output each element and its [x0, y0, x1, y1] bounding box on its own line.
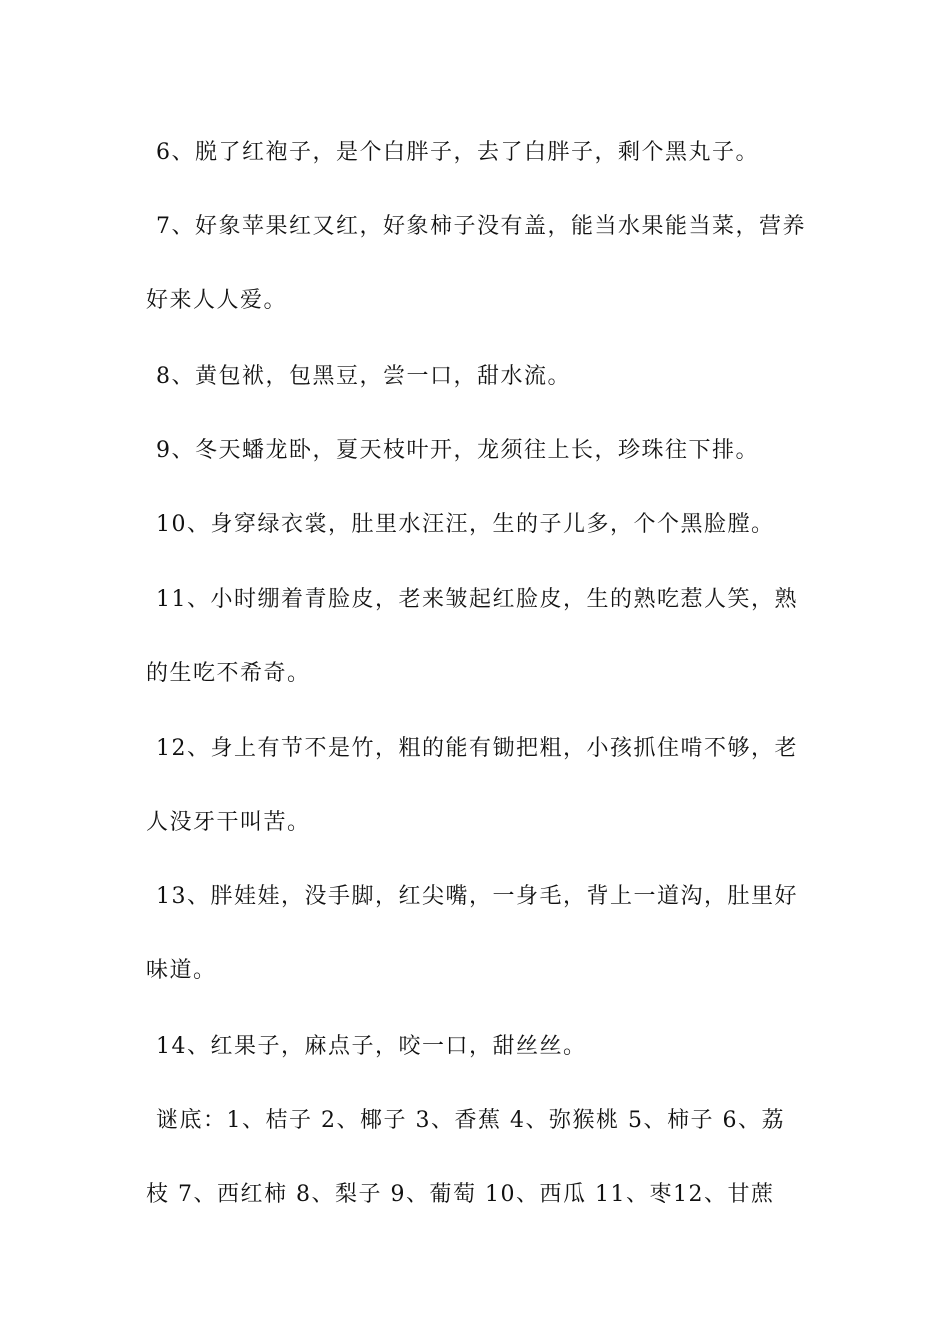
- riddle-11: 11、小时绷着青脸皮，老来皱起红脸皮，生的熟吃惹人笑，熟的生吃不希奇。: [146, 587, 798, 686]
- riddle-7: 7、好象苹果红又红，好象柿子没有盖，能当水果能当菜，营养好来人人爱。: [146, 214, 806, 313]
- riddle-10: 10、身穿绿衣裳，肚里水汪汪，生的子儿多，个个黑脸膛。: [156, 512, 775, 537]
- riddle-12: 12、身上有节不是竹，粗的能有锄把粗，小孩抓住啃不够，老人没牙干叫苦。: [146, 736, 798, 835]
- riddle-answers: 谜底：1、桔子 2、椰子 3、香蕉 4、弥猴桃 5、柿子 6、荔枝 7、西红柿 8、梨子 9、葡萄 10、西瓜 11、枣12、甘蔗: [146, 1108, 785, 1207]
- riddle-14: 14、红果子，麻点子，咬一口，甜丝丝。: [156, 1034, 587, 1059]
- riddle-8: 8、黄包袱，包黑豆，尝一口，甜水流。: [156, 364, 571, 389]
- riddle-13: 13、胖娃娃，没手脚，红尖嘴，一身毛，背上一道沟，肚里好味道。: [146, 884, 798, 983]
- riddle-6: 6、脱了红袍子，是个白胖子，去了白胖子，剩个黑丸子。: [156, 140, 759, 165]
- riddle-9: 9、冬天蟠龙卧，夏天枝叶开，龙须往上长，珍珠往下排。: [156, 438, 759, 463]
